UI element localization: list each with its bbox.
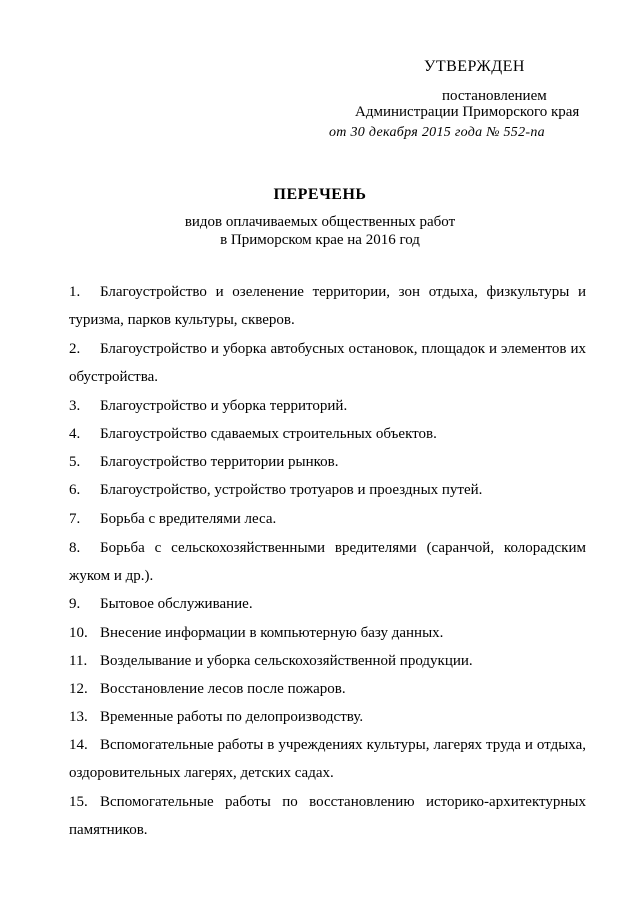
list-item-number: 3. — [69, 398, 81, 414]
list-item-text: Вспомогательные работы по восстановлению историко-архитектурных памятников. — [69, 794, 586, 838]
list-item — [69, 420, 586, 448]
list-item-text: Благоустройство и уборка территорий. — [100, 398, 348, 414]
list-item-text: Вспомогательные работы в учреждениях культуры, лагерях труда и отдыха, оздоровительных лагерях, детских садах. — [69, 737, 586, 781]
list-item-text: Восстановление лесов после пожаров. — [100, 681, 346, 697]
list-item-number: 4. — [69, 426, 81, 442]
list-item-number: 1. — [69, 284, 81, 300]
list-item-number: 14. — [69, 737, 88, 753]
list-item-number: 13. — [69, 709, 88, 725]
list-item-number: 12. — [69, 681, 88, 697]
list-item — [69, 590, 586, 618]
list-item-number: 9. — [69, 596, 81, 612]
list-item — [69, 619, 586, 647]
administration-label: Администрации Приморского края — [355, 104, 580, 120]
list-item-number: 11. — [69, 653, 88, 669]
list-item — [69, 731, 586, 787]
list-item-text: Борьба с сельскохозяйственными вредителями (саранчой, колорадским жуком и др.). — [69, 540, 586, 584]
list-item — [69, 448, 586, 476]
list-item-text: Благоустройство и уборка автобусных остановок, площадок и элементов их обустройства. — [69, 341, 586, 385]
list-item — [69, 476, 586, 504]
approval-stamp-block — [0, 0, 640, 150]
list-item-number: 8. — [69, 540, 81, 556]
list-item-number: 2. — [69, 341, 81, 357]
list-item-text: Временные работы по делопроизводству. — [100, 709, 364, 725]
approved-heading: УТВЕРЖДЕН — [424, 58, 525, 75]
list-item-text: Благоустройство и озеленение территории, зон отдыха, физкультуры и туризма, парков культуры, скверов. — [69, 284, 586, 328]
list-item-text: Благоустройство территории рынков. — [100, 454, 339, 470]
list-item-number: 5. — [69, 454, 81, 470]
list-item — [69, 335, 586, 391]
document-subtitle-line-1: видов оплачиваемых общественных работ — [184, 214, 456, 230]
list-item-text: Возделывание и уборка сельскохозяйственной продукции. — [100, 653, 473, 669]
list-item — [69, 788, 586, 844]
resolution-label: постановлением — [442, 88, 547, 104]
list-item — [69, 278, 586, 334]
list-item-text: Борьба с вредителями леса. — [100, 511, 277, 527]
list-item-number: 7. — [69, 511, 81, 527]
list-item-number: 10. — [69, 625, 88, 641]
document-title: ПЕРЕЧЕНЬ — [273, 186, 367, 203]
list-item — [69, 534, 586, 590]
list-item-text: Внесение информации в компьютерную базу данных. — [100, 625, 444, 641]
list-item — [69, 392, 586, 420]
list-item — [69, 703, 586, 731]
list-item-number: 15. — [69, 794, 88, 810]
list-item-text: Бытовое обслуживание. — [100, 596, 253, 612]
document-subtitle-line-2: в Приморском крае на 2016 год — [220, 232, 420, 248]
resolution-date-number: от 30 декабря 2015 года № 552-па — [329, 125, 545, 140]
list-item — [69, 647, 586, 675]
list-item-text: Благоустройство сдаваемых строительных объектов. — [100, 426, 437, 442]
list-item-number: 6. — [69, 482, 81, 498]
list-item — [69, 675, 586, 703]
list-item-text: Благоустройство, устройство тротуаров и проездных путей. — [100, 482, 483, 498]
list-item — [69, 505, 586, 533]
